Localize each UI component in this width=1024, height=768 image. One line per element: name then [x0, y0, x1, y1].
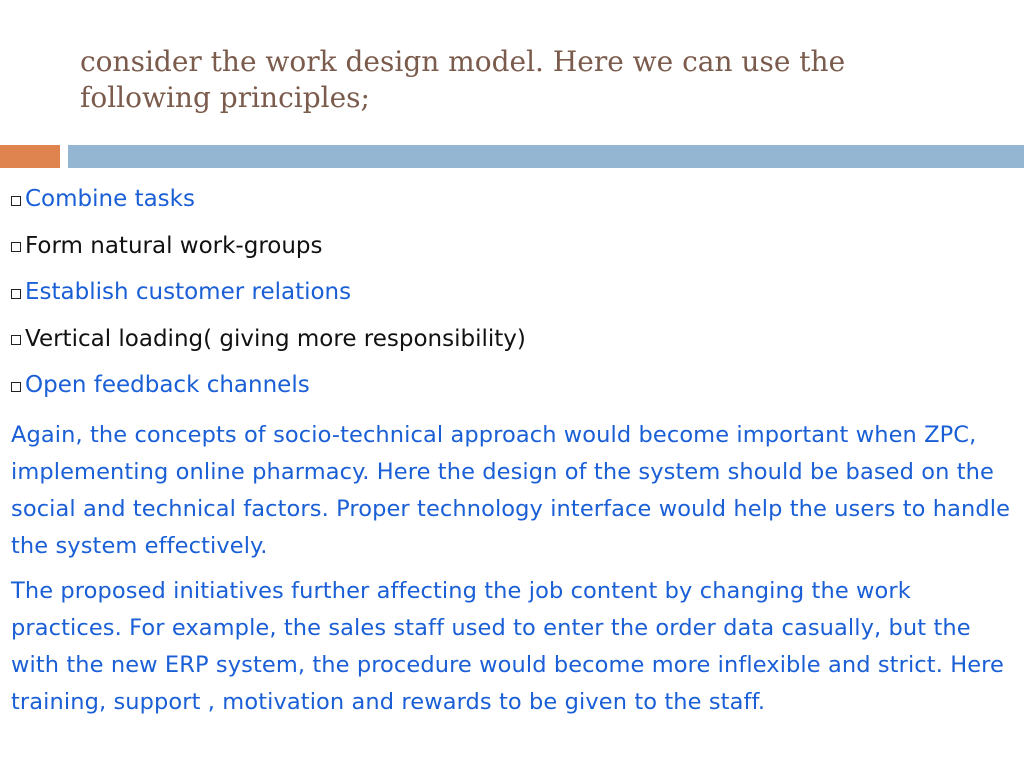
square-bullet-icon [11, 196, 21, 206]
paragraph-socio-technical: Again, the concepts of socio-technical approach would become important when ZPC, implementing online pharmacy. Here the design of the system should be based on the social and technical factors. Proper technology interface would help the users to handle the system effectively. [11, 421, 1011, 559]
bullet-item-vertical-loading [11, 324, 1011, 354]
square-bullet-icon [11, 335, 21, 345]
bullet-text: Open feedback channels [25, 372, 310, 398]
paragraph-proposed-initiatives: The proposed initiatives further affecting the job content by changing the work practices. For example, the sales staff used to enter the order data casually, but the with the new ERP system, the procedure would become more inflexible and strict. Here training, support , motivation and rewards to be given to the staff. [11, 577, 1004, 715]
bullet-text: Establish customer relations [25, 279, 352, 305]
square-bullet-icon [11, 289, 21, 299]
bullet-item-natural-work-groups [11, 231, 1011, 261]
bullet-item-customer-relations [11, 277, 1011, 307]
bullet-item-feedback-channels [11, 370, 1011, 400]
bullet-text: Form natural work-groups [25, 232, 323, 259]
bullet-text: Combine tasks [25, 186, 195, 212]
square-bullet-icon [11, 242, 21, 252]
bullet-item-combine-tasks [11, 184, 1011, 214]
slide-title: consider the work design model. Here we can use the following principles; [80, 45, 846, 114]
accent-bar-blue [68, 145, 1024, 168]
slide-content [11, 184, 1011, 729]
accent-bar-orange [0, 145, 60, 168]
bullet-text: Vertical loading( giving more responsibility) [25, 325, 526, 352]
square-bullet-icon [11, 382, 21, 392]
